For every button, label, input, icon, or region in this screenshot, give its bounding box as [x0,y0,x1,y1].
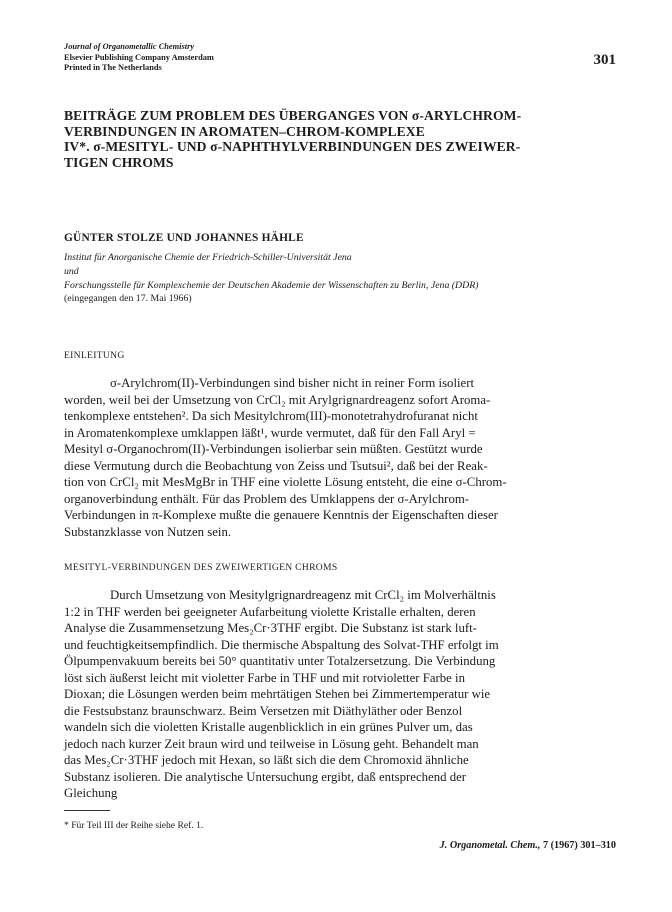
text-line: Analyse die Zusammensetzung Mes₂Cr·3THF ergibt. Die Substanz ist stark luft- [64,621,477,635]
section-heading-mesityl: MESITYL-VERBINDUNGEN DES ZWEIWERTIGEN CHROMS [64,562,338,573]
affiliation-line: Institut für Anorganische Chemie der Friedrich-Schiller-Universität Jena [64,252,352,263]
article-title [64,108,616,170]
title-line: TIGEN CHROMS [64,154,174,170]
title-line: IV*. σ-MESITYL- UND σ-NAPHTHYLVERBINDUNGEN DES ZWEIWER- [64,139,521,155]
affiliation-line: Forschungsstelle für Komplexchemie der Deutschen Akademie der Wissenschaften zu Berlin, Jena (DDR) [64,279,479,291]
text-line: die Festsubstanz braunschwarz. Beim Versetzen mit Diäthyläther oder Benzol [64,703,463,718]
text-line: Substanzklasse von Nutzen sein. [64,524,232,539]
text-line: wandeln sich die violetten Kristalle augenblicklich in ein grünes Pulver um, das [64,720,473,734]
text-line: 1:2 in THF werden bei geeigneter Aufarbeitung violette Kristalle erhalten, deren [64,604,476,619]
text-line: Ölpumpenvakuum bereits bei 50° quantitativ unter Totalzersetzung. Die Verbindung [64,654,496,668]
page-number: 301 [593,52,616,68]
journal-header [64,42,214,74]
title-line: BEITRÄGE ZUM PROBLEM DES ÜBERGANGES VON σ-ARYLCHROM- [64,108,522,123]
text-line: das Mes₂Cr·3THF jedoch mit Hexan, so läßt sich die dem Chromoxid ähnliche [64,753,469,767]
text-line: tion von CrCl₂ mit MesMgBr in THF eine violette Lösung entsteht, die eine σ-Chrom- [64,475,507,489]
footnote: * Für Teil III der Reihe siehe Ref. 1. [64,820,204,831]
journal-name: Journal of Organometallic Chemistry [64,42,195,51]
intro-paragraph [64,375,616,540]
text-line: Mesityl σ-Organochrom(II)-Verbindungen isolierbar sein müßten. Gestützt wurde [64,442,483,456]
text-line: worden, weil bei der Umsetzung von CrCl₂ mit Arylgrignardreagenz sofort Aroma- [64,392,491,407]
text-line: Substanz isolieren. Die analytische Untersuchung ergibt, daß entsprechend der [64,769,467,784]
text-line: löst sich äußerst leicht mit violetter Farbe in THF und mit rotvioletter Farbe in [64,670,466,685]
journal-citation [440,840,616,851]
text-line: Dioxan; die Lösungen werden beim mehrtätigen Stehen bei Zimmertemperatur wie [64,687,491,701]
title-line: VERBINDUNGEN IN AROMATEN–CHROM-KOMPLEXE [64,123,425,139]
mesityl-paragraph [64,587,616,802]
text-line: σ-Arylchrom(II)-Verbindungen sind bisher nicht in reiner Form isoliert [110,376,475,390]
text-line: Verbindungen in π-Komplexe mußte die genauere Kenntnis der Eigenschaften dieser [64,508,498,522]
text-line: in Aromatenkomplexe umklappen läßt¹, wurde vermutet, daß für den Fall Aryl = [64,425,476,440]
citation-volume: 7 (1967) 301–310 [542,840,616,851]
affiliations [64,251,624,306]
citation-journal: J. Organometal. Chem., [439,840,541,851]
text-line: diese Vermutung durch die Beobachtung von Zeiss und Tsutsui², daß bei der Reak- [64,458,488,473]
received-date: (eingegangen den 17. Mai 1966) [64,293,192,305]
text-line: tenkomplexe entstehen². Da sich Mesitylchrom(III)-monotetrahydrofuranat nicht [64,409,478,423]
text-line: organoverbindung enthält. Für das Problem des Umklappens der σ-Arylchrom- [64,491,470,506]
text-line: Durch Umsetzung von Mesitylgrignardreagenz mit CrCl₂ im Molverhältnis [110,588,496,602]
text-line: Gleichung [64,786,118,800]
footnote-divider [64,810,110,811]
affiliation-line: und [64,265,79,277]
publisher-line: Elsevier Publishing Company Amsterdam [64,52,214,62]
author-list: GÜNTER STOLZE UND JOHANNES HÄHLE [64,232,304,244]
section-heading-einleitung: EINLEITUNG [64,350,125,361]
text-line: jedoch nach kurzer Zeit braun wird und teilweise in Lösung geht. Behandelt man [64,736,479,751]
printed-line: Printed in The Netherlands [64,63,162,72]
text-line: und feuchtigkeitsempfindlich. Die thermische Abspaltung des Solvat-THF erfolgt im [64,637,499,652]
